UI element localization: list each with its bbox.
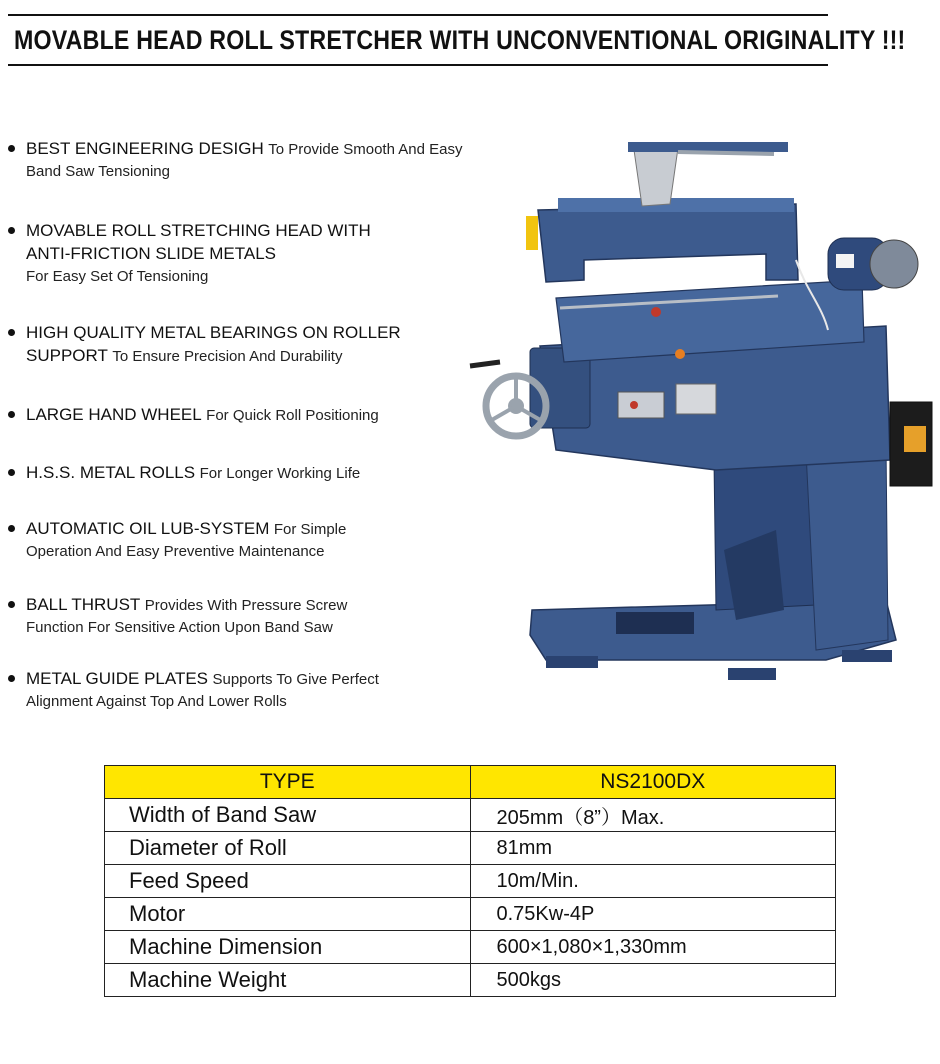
bullet-icon xyxy=(8,601,15,608)
spec-label: Machine Weight xyxy=(105,964,471,997)
hand-wheel-spoke xyxy=(490,406,516,421)
machine-foot xyxy=(546,656,598,668)
feature-heading-cont: SUPPORT xyxy=(26,346,108,365)
table-row xyxy=(105,964,836,997)
feature-description-cont: Operation And Easy Preventive Maintenance xyxy=(26,543,325,560)
indicator-light xyxy=(675,349,685,359)
bullet-icon xyxy=(8,469,15,476)
spec-value: 600×1,080×1,330mm xyxy=(470,931,836,964)
spec-label: Width of Band Saw xyxy=(105,799,471,832)
spec-label: Machine Dimension xyxy=(105,931,471,964)
bullet-icon xyxy=(8,145,15,152)
base-slot xyxy=(616,612,694,634)
bullet-icon xyxy=(8,227,15,234)
bullet-icon xyxy=(8,329,15,336)
spec-table-header xyxy=(105,766,836,799)
title-bar xyxy=(8,14,906,66)
feature-item xyxy=(8,220,528,288)
feature-heading: HIGH QUALITY METAL BEARINGS ON ROLLER xyxy=(26,323,401,342)
spec-value: 10m/Min. xyxy=(470,865,836,898)
machine-illustration xyxy=(466,130,940,720)
oil-reservoir xyxy=(904,426,926,452)
feature-description: For Simple xyxy=(273,521,347,538)
feature-heading: BEST ENGINEERING DESIGH xyxy=(26,139,264,158)
feature-item xyxy=(8,594,528,639)
type-header: TYPE xyxy=(105,766,471,799)
roll-head xyxy=(538,204,798,282)
feature-description: For Quick Roll Positioning xyxy=(206,407,379,424)
control-button xyxy=(630,401,638,409)
feature-item xyxy=(8,518,528,563)
feature-description: Provides With Pressure Screw xyxy=(144,597,348,614)
feature-item xyxy=(8,668,528,713)
page-title: MOVABLE HEAD ROLL STRETCHER WITH UNCONVENTIONAL ORIGINALITY !!! xyxy=(14,24,906,55)
spec-table xyxy=(104,765,836,997)
feature-item xyxy=(8,322,528,368)
machine-foot xyxy=(842,650,892,662)
machine-column-front xyxy=(806,445,888,650)
motor-fan-cover xyxy=(870,240,918,288)
feature-description: Supports To Give Perfect xyxy=(212,671,379,688)
table-row xyxy=(105,931,836,964)
machine-foot xyxy=(728,668,776,680)
roll-head-top xyxy=(558,198,794,212)
control-plate xyxy=(618,392,664,418)
spec-value: 81mm xyxy=(470,832,836,865)
bullet-icon xyxy=(8,525,15,532)
feature-item xyxy=(8,404,528,427)
spec-label: Feed Speed xyxy=(105,865,471,898)
feature-heading: MOVABLE ROLL STRETCHING HEAD WITH xyxy=(26,221,371,240)
indicator-light xyxy=(651,307,661,317)
table-row xyxy=(105,865,836,898)
bullet-icon xyxy=(8,411,15,418)
feature-item xyxy=(8,462,528,485)
tension-handle xyxy=(678,152,774,154)
feature-description-cont: Band Saw Tensioning xyxy=(26,163,170,180)
hand-wheel-handle xyxy=(470,362,500,366)
feature-heading: LARGE HAND WHEEL xyxy=(26,405,202,424)
spec-value: 0.75Kw-4P xyxy=(470,898,836,931)
feature-item xyxy=(8,138,528,183)
feature-description: For Longer Working Life xyxy=(199,465,361,482)
table-row xyxy=(105,832,836,865)
feature-heading-cont: ANTI-FRICTION SLIDE METALS xyxy=(26,244,276,263)
feature-description: To Ensure Precision And Durability xyxy=(112,348,343,365)
bullet-icon xyxy=(8,675,15,682)
model-header: NS2100DX xyxy=(470,766,836,799)
feature-description-cont: For Easy Set Of Tensioning xyxy=(26,268,209,285)
spec-label: Motor xyxy=(105,898,471,931)
spec-label: Diameter of Roll xyxy=(105,832,471,865)
feature-description-cont: Function For Sensitive Action Upon Band Saw xyxy=(26,619,333,636)
feature-heading: BALL THRUST xyxy=(26,595,141,614)
table-row xyxy=(105,799,836,832)
feature-heading: H.S.S. METAL ROLLS xyxy=(26,463,196,482)
pressure-screw xyxy=(634,148,678,206)
feature-heading: AUTOMATIC OIL LUB-SYSTEM xyxy=(26,519,270,538)
screw-cap xyxy=(628,142,788,152)
feature-heading: METAL GUIDE PLATES xyxy=(26,669,209,688)
feature-description-cont: Alignment Against Top And Lower Rolls xyxy=(26,693,287,710)
table-row xyxy=(105,898,836,931)
name-plate xyxy=(676,384,716,414)
yellow-label xyxy=(526,216,538,250)
motor-label xyxy=(836,254,854,268)
spec-value: 500kgs xyxy=(470,964,836,997)
spec-value: 205mm（8”）Max. xyxy=(470,799,836,832)
feature-description: To Provide Smooth And Easy xyxy=(268,141,463,158)
